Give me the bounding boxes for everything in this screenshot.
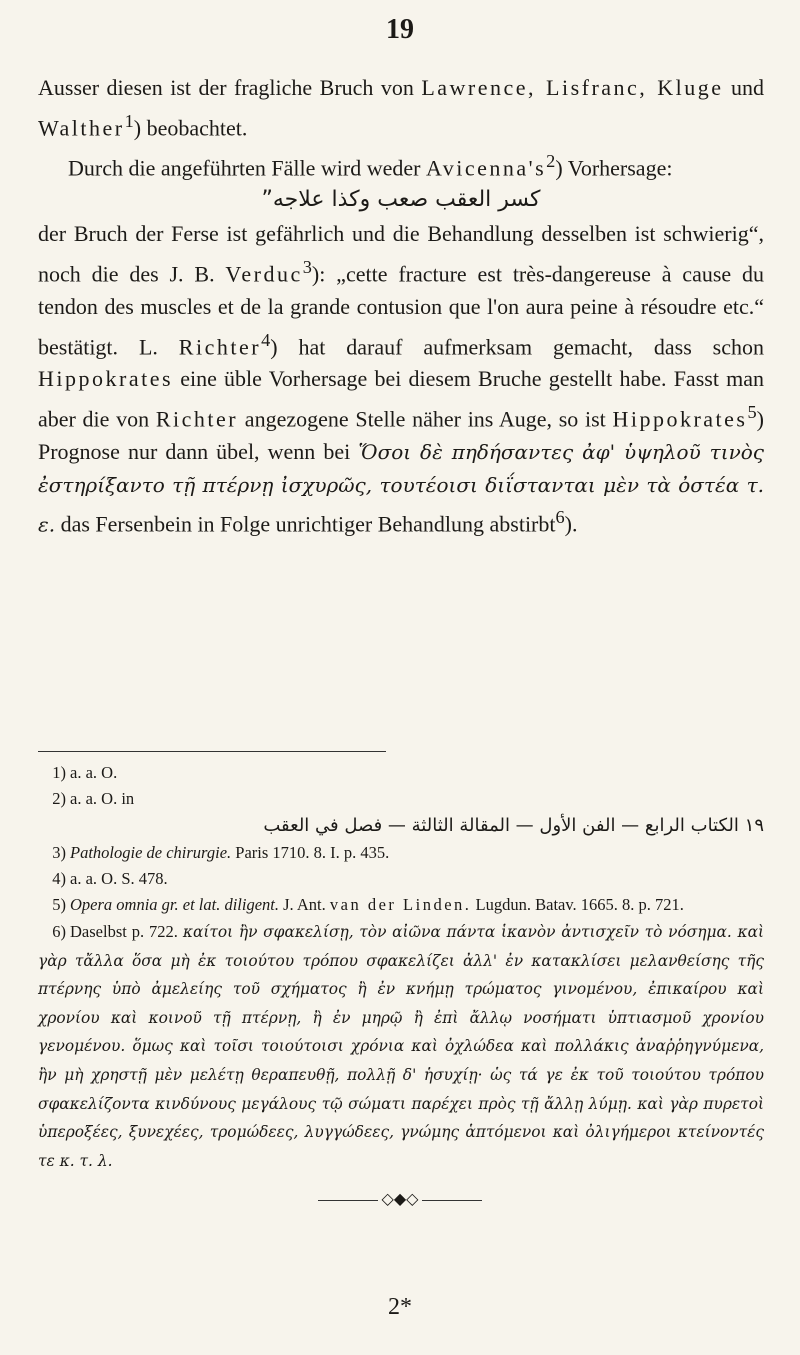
author-name: Hippokrates (612, 406, 748, 432)
text: Ausser diesen ist der fragliche Bruch von (38, 75, 422, 100)
footnote-ref[interactable]: 5 (747, 402, 757, 423)
footnote-2-arabic (38, 812, 764, 840)
text: das Fersenbein in Folge unrichtiger Behandlung abstirbt (55, 511, 556, 537)
book-title: Opera omnia gr. et lat. diligent. (70, 895, 279, 914)
footnote-3 (38, 840, 764, 866)
footnote-text: Paris 1710. 8. I. p. 435. (231, 843, 390, 862)
footnote-text: a. a. O. in (70, 789, 135, 808)
footnote-number: 1) (52, 763, 66, 782)
footnote-5 (38, 892, 764, 918)
footnote-ref[interactable]: 2 (546, 150, 556, 171)
footnotes (38, 760, 764, 1175)
author-name: Richter (178, 333, 262, 359)
text: Durch die angeführten Fälle wird weder (68, 154, 426, 180)
ornament-divider (0, 1189, 800, 1209)
footnote-number: 6) (52, 922, 66, 941)
footnote-4 (38, 866, 764, 892)
greek-quote: Ὅσοι δὲ πηδήσαντες ἀφ' ὑψηλοῦ τινὸς ἐστηρίξαντο τῇ πτέρνῃ ἰσχυρῶς, τουτέοισι διΐστανται μὲν τὰ ὀστέα τ. ε. (38, 439, 764, 537)
author-names: Lawrence, Lisfranc, Kluge (421, 75, 724, 100)
footnote-number: 3) (52, 843, 66, 862)
footnote-number: 4) (52, 869, 66, 888)
footnote-text: J. Ant. (279, 895, 330, 914)
signature-mark: 2* (388, 1294, 412, 1320)
text: und (723, 75, 765, 100)
footnote-1 (38, 760, 764, 786)
text: ) Vorhersage: (555, 154, 673, 180)
paragraph-1 (38, 72, 764, 145)
text: ) beobachtet. (133, 114, 248, 140)
text: ) Prognose nur dann übel, wenn bei (38, 406, 764, 464)
greek-passage: καίτοι ἢν σφακελίσῃ, τὸν αἰῶνα πάντα ἱκανὸν ἀντισχεῖν τὸ νόσημα. καὶ γὰρ τἄλλα ὅσα μὴ ἐκ τοιούτου τρόπου σφακελίζει ἀλλ' ἐν κατακλίσει μελανθείσης τῆς πτέρνης ὑπὸ ἀμελείης τοῦ σχήματος ἢ ἐν κνήμῃ τρώματος γινομένου, ἐπικαίρου καὶ χρονίου καὶ κοινοῦ τῇ πτέρνῃ, ἢ ἐν μηρῷ ἢ ἐπὶ ἄλλῳ νοσήματι ὑπτιασμοῦ χρονίου γενομένου. ὅμως καὶ τοῖσι τοιούτοισι χρόνια καὶ ὀχλώδεα καὶ πολλάκις ἀναῤῥηγνύμενα, ἢν μὴ χρηστῇ μὲν μελέτῃ θεραπευθῇ, πολλῇ δ' ἡσυχίῃ· ὡς τά γε ἐκ τοῦ τοιούτου τρόπου σφακελίζοντα κινδύνους μεγάλους τῷ σώματι παρέχει πρὸς τῇ ἄλλῃ λύμῃ. καὶ γὰρ πυρετοὶ ὑπεροξέες, ξυνεχέες, τρομώδεες, λυγγώδεες, γνώμης ἁπτόμενοι καὶ ὀλιγήμεροι κτείνοντές τε κ. τ. λ. (38, 923, 764, 1170)
footnote-text: a. a. O. (70, 763, 118, 782)
paragraph-3 (38, 218, 764, 541)
book-title: Pathologie de chirurgie. (70, 843, 232, 862)
text: der Bruch der Ferse ist gefährlich und die Behandlung desselben ist schwierig“, noch die des J. B. (38, 221, 764, 287)
ornament-line (422, 1200, 482, 1201)
arabic-reference: الكتاب الرابع — الفن الأول — المقالة الثالثة — فصل في العقب (263, 815, 739, 836)
footnote-text: a. a. O. S. 478. (70, 869, 168, 888)
footnote-ref[interactable]: 3 (302, 257, 312, 278)
text: ): „cette fracture est très-dangereuse à cause du tendon des muscles et de la grande contusion que l'on aura peine à résoudre etc.“ bestätigt. L. (38, 261, 765, 359)
footnote-divider (38, 751, 386, 752)
text: eine üble Vorhersage bei diesem Bruche gestellt habe. Fasst man aber die von (38, 366, 764, 432)
footnote-text: Daselbst p. 722. (70, 922, 183, 941)
footnote-number: 5) (52, 895, 66, 914)
arabic-quote: كسر العقب صعب وكذا علاجه” (261, 187, 541, 213)
footnote-6 (38, 918, 764, 1175)
footnote-text: Lugdun. Batav. 1665. 8. p. 721. (471, 895, 684, 914)
text: ). (564, 511, 578, 537)
footnote-ref[interactable]: 6 (555, 507, 565, 528)
page-number: 19 (386, 14, 414, 45)
footnote-2 (38, 786, 764, 812)
author-name: Hippokrates (38, 366, 174, 392)
footnote-ref[interactable]: 4 (261, 329, 271, 350)
paragraph-2 (38, 145, 764, 185)
main-text (38, 72, 764, 541)
editor-name: van der Linden. (329, 895, 472, 914)
ornament-line (318, 1200, 378, 1201)
footnote-number: 2) (52, 789, 66, 808)
author-name: Richter (155, 406, 239, 432)
arabic-number: ١٩ (744, 815, 764, 836)
ornament-icon: ◇◆◇ (381, 1191, 419, 1208)
text: ) hat darauf aufmerksam gemacht, dass schon (270, 333, 764, 359)
text: angezogene Stelle näher ins Auge, so ist (238, 406, 613, 432)
author-name: Verduc (225, 261, 303, 287)
footnote-ref[interactable]: 1 (124, 110, 134, 131)
author-name: Walther (38, 114, 125, 140)
author-name: Avicenna's (425, 154, 547, 180)
